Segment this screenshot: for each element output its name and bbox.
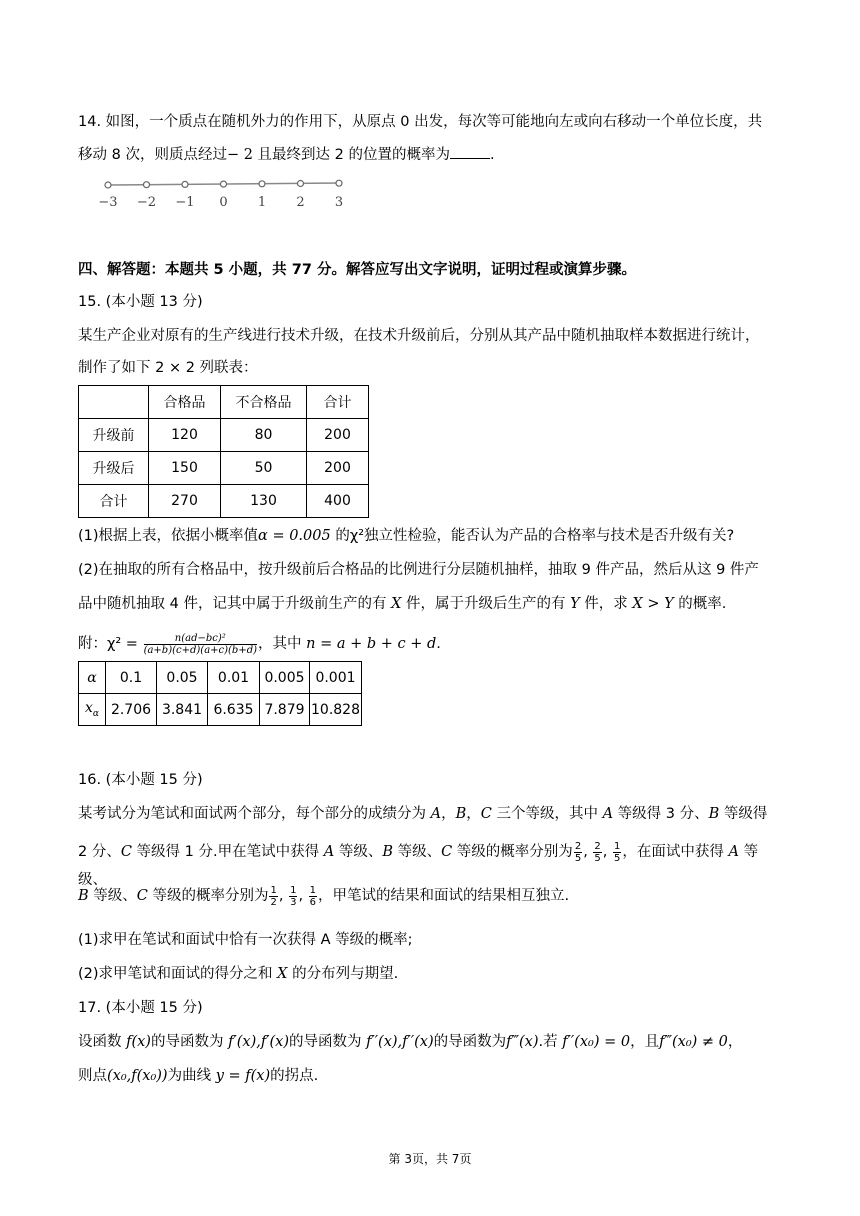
- q15-intro: 某生产企业对原有的生产线进行技术升级，在技术升级前后，分别从其产品中随机抽取样本数据进行统计，: [78, 328, 760, 344]
- number-line-label: 3: [334, 195, 344, 210]
- table-cell: 合计: [79, 485, 149, 518]
- section-heading: 四、解答题：本题共 5 小题，共 77 分。解答应写出文字说明，证明过程或演算步骤。: [78, 262, 636, 278]
- fraction: $\frac{2}{5}$: [574, 840, 582, 864]
- q15-appendix: 附：χ² = $\frac{\text{n(ad−bc)²}}{(a+b)(c+d)(a+c)(b+d)}$ ，其中 n = a + b + c + d.: [78, 632, 441, 656]
- q16-part1: (1)求甲在笔试和面试中恰有一次获得 A 等级的概率;: [78, 932, 413, 948]
- table-cell: 7.879: [260, 694, 310, 726]
- table-row: [79, 419, 369, 452]
- number-line-label: −1: [175, 195, 195, 210]
- table-row: [79, 452, 369, 485]
- number-line-point: [336, 180, 342, 186]
- table-cell: 10.828: [310, 694, 362, 726]
- number-line-label: 2: [296, 195, 305, 210]
- q16-line3: B 等级、C 等级的概率分别为 $\frac{1}{2}$ , $\frac{1}{3}$ , $\frac{1}{6}$ ，甲笔试的结果和面试的结果相互独立.: [78, 884, 570, 908]
- table-header-row: [79, 386, 369, 419]
- table-cell: 不合格品: [221, 386, 307, 419]
- q17-title: 17. (本小题 15 分): [78, 1000, 203, 1016]
- q14-line2: 移动 8 次，则质点经过− 2 且最终到达 2 的位置的概率为 .: [78, 141, 782, 169]
- table-cell: 0.05: [157, 662, 208, 694]
- table-cell: 80: [221, 419, 307, 452]
- table-cell: 0.005: [260, 662, 310, 694]
- q15-part2-cont: 品中随机抽取 4 件，记其中属于升级前生产的有 X 件，属于升级后生产的有 Y 件，求 X > Y 的概率.: [78, 596, 727, 612]
- contingency-table: [78, 385, 369, 518]
- fraction: $\frac{2}{5}$: [594, 840, 601, 864]
- number-line-point: [298, 181, 304, 187]
- table-cell: 0.001: [310, 662, 362, 694]
- table-cell: 升级后: [79, 452, 149, 485]
- q15-title: 15. (本小题 13 分): [78, 294, 203, 310]
- q16-line2: 2 分、C 等级得 1 分.甲在笔试中获得 A 等级、B 等级、C 等级的概率分别为 $\frac{2}{5}$ , $\frac{2}{5}$ , $\frac{1}{5}$ ，在面试中获得 A 等级、: [78, 840, 759, 888]
- table-cell: $x_\alpha$: [79, 694, 106, 726]
- q16-part2: (2)求甲笔试和面试的得分之和 X 的分布列与期望.: [78, 966, 399, 982]
- table-cell: [79, 386, 149, 419]
- fraction: $\frac{1}{5}$: [614, 840, 621, 864]
- q15-part1: (1)根据上表，依据小概率值α = 0.005 的χ²独立性检验，能否认为产品的合格率与技术是否升级有关?: [78, 528, 735, 544]
- number-line-point: [144, 182, 150, 188]
- chi-square-formula: $\frac{\text{n(ad−bc)²}}{(a+b)(c+d)(a+c)(b+d)}$: [143, 632, 258, 656]
- table-cell: 130: [221, 485, 307, 518]
- table-row: [79, 694, 362, 726]
- table-cell: 270: [149, 485, 221, 518]
- table-cell: 3.841: [157, 694, 208, 726]
- table-cell: 0.01: [208, 662, 260, 694]
- table-cell: 200: [307, 452, 369, 485]
- table-cell: 合计: [307, 386, 369, 419]
- table-cell: 合格品: [149, 386, 221, 419]
- table-cell: 200: [307, 419, 369, 452]
- table-cell: 400: [307, 485, 369, 518]
- page-footer: 第 3页，共 7页: [388, 1152, 472, 1166]
- q14-line1: 14. 如图，一个质点在随机外力的作用下，从原点 0 出发，每次等可能地向左或向右移动一个单位长度，共: [78, 114, 763, 130]
- number-line-point: [221, 181, 227, 187]
- table-row: [79, 485, 369, 518]
- number-line-label: −3: [98, 195, 118, 210]
- table-cell: 2.706: [106, 694, 157, 726]
- table-cell: 120: [149, 419, 221, 452]
- number-line-point: [182, 181, 188, 187]
- q15-intro2: 制作了如下 2 × 2 列联表：: [78, 360, 258, 376]
- table-cell: 50: [221, 452, 307, 485]
- q16-line1: 某考试分为笔试和面试两个部分，每个部分的成绩分为 A，B，C 三个等级，其中 A 等级得 3 分、B 等级得: [78, 806, 768, 822]
- fraction: $\frac{1}{2}$: [270, 884, 277, 908]
- table-cell: 150: [149, 452, 221, 485]
- fraction: $\frac{1}{3}$: [290, 884, 297, 908]
- q16-title: 16. (本小题 15 分): [78, 772, 203, 788]
- table-row: [79, 662, 362, 694]
- table-cell: 6.635: [208, 694, 260, 726]
- q17-line2: 则点(x₀,f(x₀))为曲线 y = f(x)的拐点.: [78, 1068, 319, 1084]
- table-cell: α: [79, 662, 106, 694]
- number-line-point: [105, 182, 111, 188]
- critical-value-table: [78, 661, 362, 726]
- fraction: $\frac{1}{6}$: [309, 884, 317, 908]
- number-line-label: −2: [136, 195, 157, 210]
- answer-blank: [450, 144, 490, 159]
- q17-line1: 设函数 f(x)的导函数为 f′(x),f′(x)的导函数为 f′′(x),f′′(x)的导函数为f‴(x).若 f′′(x₀) = 0，且f‴(x₀) ≠ 0，: [78, 1034, 743, 1050]
- table-cell: 升级前: [79, 419, 149, 452]
- table-cell: 0.1: [106, 662, 157, 694]
- number-line-label: 0: [219, 195, 228, 210]
- number-line-figure: [92, 174, 362, 210]
- number-line-label: 1: [257, 195, 267, 210]
- q15-part2: (2)在抽取的所有合格品中，按升级前后合格品的比例进行分层随机抽样，抽取 9 件产品，然后从这 9 件产: [78, 562, 759, 578]
- number-line-point: [259, 181, 265, 187]
